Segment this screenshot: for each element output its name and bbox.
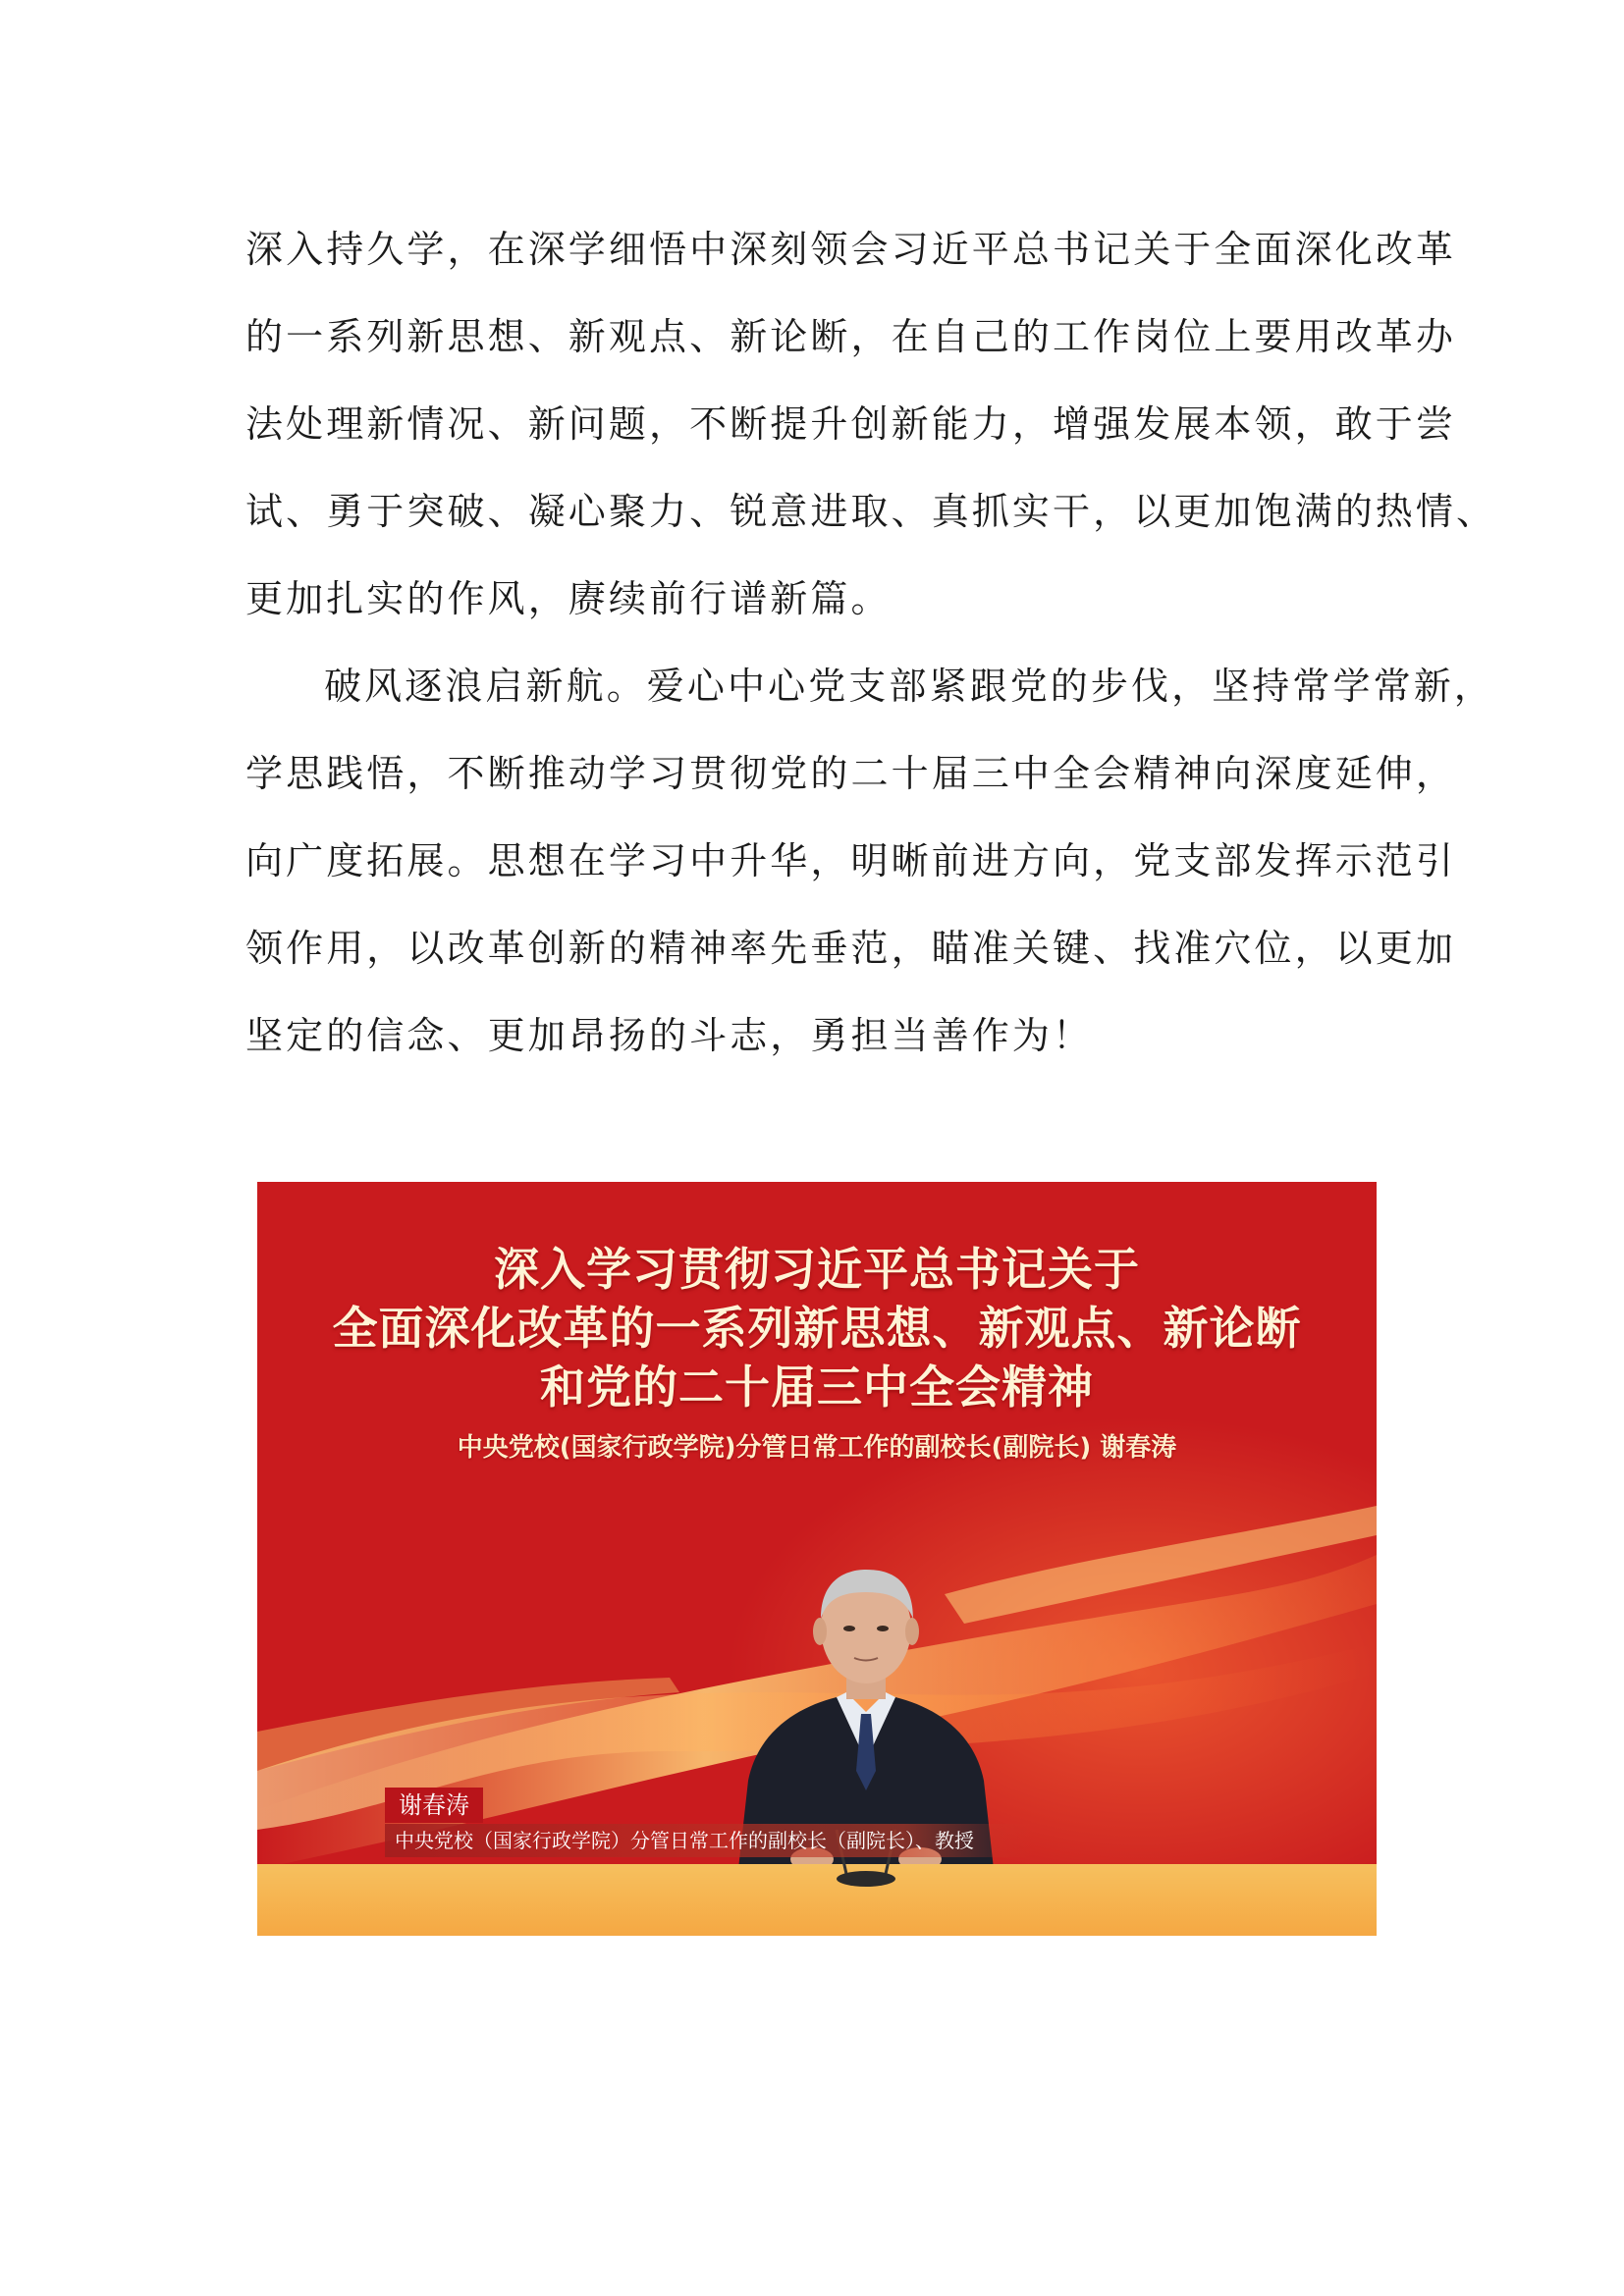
caption-name: 谢春涛 (385, 1788, 483, 1823)
paragraph-1-line: 试、勇于突破、凝心聚力、锐意进取、真抓实干，以更加饱满的热情、 (245, 490, 1497, 533)
banner-title-line-3: 和党的二十届三中全会精神 (540, 1361, 1094, 1414)
paragraph-1-line: 深入持久学，在深学细悟中深刻领会习近平总书记关于全面深化改革 (245, 228, 1457, 271)
paragraph-2-line: 破风逐浪启新航。爱心中心党支部紧跟党的步伐，坚持常学常新， (324, 665, 1494, 708)
lecture-video-frame (257, 1182, 1377, 1936)
paragraph-2-line: 领作用，以改革创新的精神率先垂范，瞄准关键、找准穴位，以更加 (245, 927, 1457, 970)
caption-title: 中央党校（国家行政学院）分管日常工作的副校长（副院长）、教授 (385, 1824, 1033, 1857)
speaker-figure (719, 1535, 1013, 1869)
paragraph-2-line: 学思践悟，不断推动学习贯彻党的二十届三中全会精神向深度延伸， (245, 752, 1457, 795)
banner-title-line-1: 深入学习贯彻习近平总书记关于 (494, 1243, 1140, 1296)
banner-title-line-2: 全面深化改革的一系列新思想、新观点、新论断 (332, 1302, 1302, 1355)
paragraph-2-line: 坚定的信念、更加昂扬的斗志，勇担当善作为！ (245, 1014, 1094, 1057)
paragraph-1 (245, 206, 1497, 643)
paragraph-2 (245, 643, 1494, 1080)
paragraph-1-line: 更加扎实的作风，赓续前行谱新篇。 (245, 577, 892, 620)
paragraph-1-line: 的一系列新思想、新观点、新论断，在自己的工作岗位上要用改革办 (245, 315, 1457, 358)
banner-subtitle: 中央党校(国家行政学院)分管日常工作的副校长(副院长) 谢春涛 (457, 1433, 1177, 1463)
paragraph-2-line: 向广度拓展。思想在学习中升华，明晰前进方向，党支部发挥示范引 (245, 839, 1457, 882)
paragraph-1-line: 法处理新情况、新问题，不断提升创新能力，增强发展本领，敢于尝 (245, 402, 1457, 446)
article-body (245, 206, 1497, 1080)
